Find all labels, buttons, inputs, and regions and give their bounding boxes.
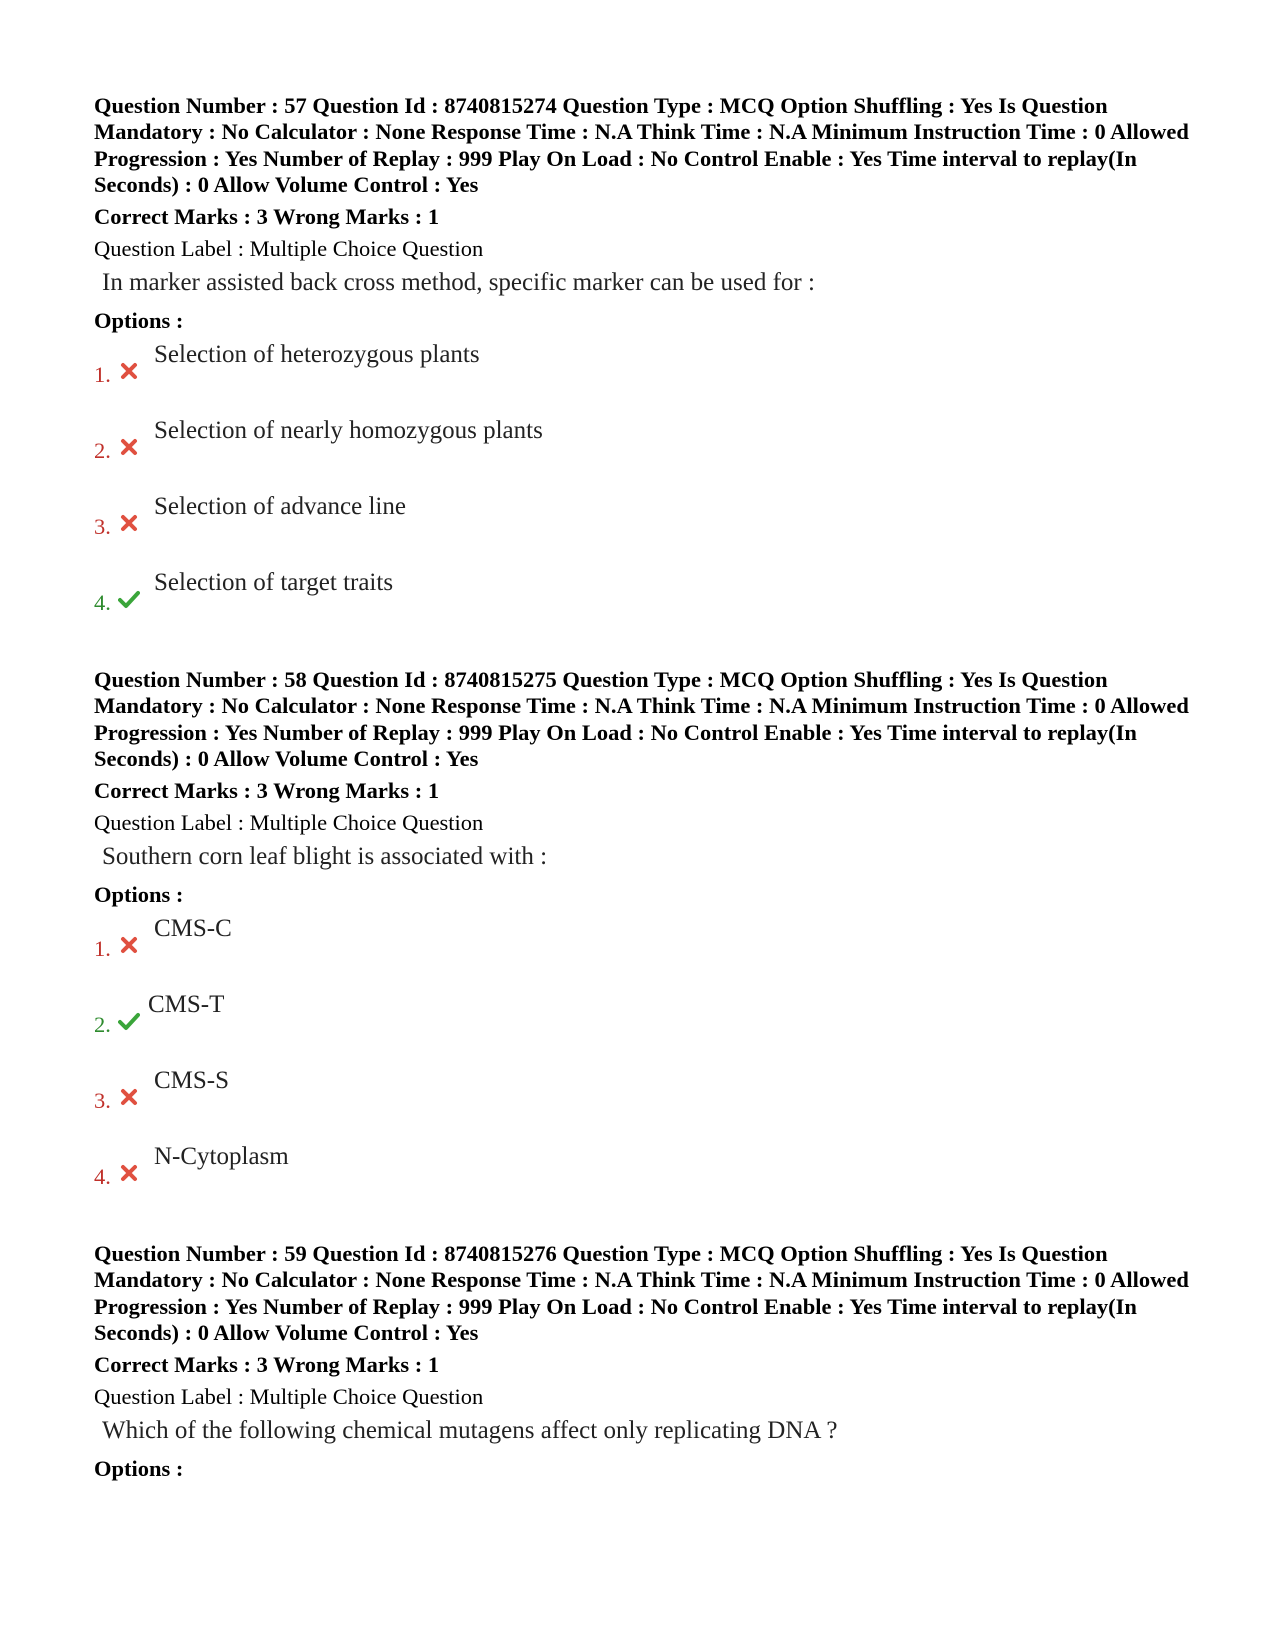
cross-icon — [118, 436, 140, 458]
option-item — [94, 568, 1204, 644]
option-number: 4. — [94, 589, 111, 615]
option-item — [94, 416, 1204, 492]
option-number: 2. — [94, 437, 111, 463]
option-item — [94, 340, 1204, 416]
question-meta: Question Number : 58 Question Id : 8740815275 Question Type : MCQ Option Shuffling : Yes Is Question Mandatory : No Calculator : None Response Time : N.A Think Time : N.A Minimum Instruction Time : 0 Allowed Progression : Yes Number of Replay : 999 Play On Load : No Control Enable : Yes Time interval to replay(In Seconds) : 0 Allow Volume Control : Yes — [94, 667, 1189, 772]
option-item — [94, 492, 1204, 568]
option-number: 1. — [94, 935, 111, 961]
question-text: In marker assisted back cross method, specific marker can be used for : — [102, 268, 815, 296]
option-text: Selection of target traits — [154, 568, 394, 596]
question-marks: Correct Marks : 3 Wrong Marks : 1 — [94, 1351, 440, 1377]
option-text: N-Cytoplasm — [154, 1142, 289, 1170]
question-label: Question Label : Multiple Choice Question — [94, 235, 484, 261]
option-item — [94, 1142, 1204, 1218]
question-block-57 — [94, 93, 1204, 644]
cross-icon — [118, 934, 140, 956]
question-text: Southern corn leaf blight is associated with : — [102, 842, 548, 870]
options-heading: Options : — [94, 1455, 184, 1481]
option-text: Selection of heterozygous plants — [154, 340, 480, 368]
option-number: 2. — [94, 1011, 111, 1037]
question-label: Question Label : Multiple Choice Question — [94, 809, 484, 835]
check-icon — [118, 1010, 140, 1032]
question-text: Which of the following chemical mutagens affect only replicating DNA ? — [102, 1416, 838, 1444]
cross-icon — [118, 360, 140, 382]
option-item — [94, 990, 1204, 1066]
option-number: 3. — [94, 1087, 111, 1113]
option-number: 4. — [94, 1163, 111, 1189]
option-text: Selection of advance line — [154, 492, 406, 520]
option-item — [94, 914, 1204, 990]
question-meta: Question Number : 57 Question Id : 8740815274 Question Type : MCQ Option Shuffling : Yes Is Question Mandatory : No Calculator : None Response Time : N.A Think Time : N.A Minimum Instruction Time : 0 Allowed Progression : Yes Number of Replay : 999 Play On Load : No Control Enable : Yes Time interval to replay(In Seconds) : 0 Allow Volume Control : Yes — [94, 93, 1189, 198]
option-text: CMS-C — [154, 914, 232, 942]
option-text: Selection of nearly homozygous plants — [154, 416, 543, 444]
options-list — [94, 340, 1204, 644]
question-block-59 — [94, 1241, 1204, 1482]
options-list — [94, 914, 1204, 1218]
question-marks: Correct Marks : 3 Wrong Marks : 1 — [94, 777, 440, 803]
cross-icon — [118, 1086, 140, 1108]
question-meta: Question Number : 59 Question Id : 8740815276 Question Type : MCQ Option Shuffling : Yes Is Question Mandatory : No Calculator : None Response Time : N.A Think Time : N.A Minimum Instruction Time : 0 Allowed Progression : Yes Number of Replay : 999 Play On Load : No Control Enable : Yes Time interval to replay(In Seconds) : 0 Allow Volume Control : Yes — [94, 1241, 1189, 1346]
option-number: 1. — [94, 361, 111, 387]
options-heading: Options : — [94, 307, 184, 333]
question-label: Question Label : Multiple Choice Question — [94, 1383, 484, 1409]
cross-icon — [118, 1162, 140, 1184]
check-icon — [118, 588, 140, 610]
question-marks: Correct Marks : 3 Wrong Marks : 1 — [94, 203, 440, 229]
cross-icon — [118, 512, 140, 534]
option-text: CMS-S — [154, 1066, 230, 1094]
option-number: 3. — [94, 513, 111, 539]
question-block-58 — [94, 667, 1204, 1218]
options-heading: Options : — [94, 881, 184, 907]
option-item — [94, 1066, 1204, 1142]
option-text: CMS-T — [148, 990, 225, 1018]
